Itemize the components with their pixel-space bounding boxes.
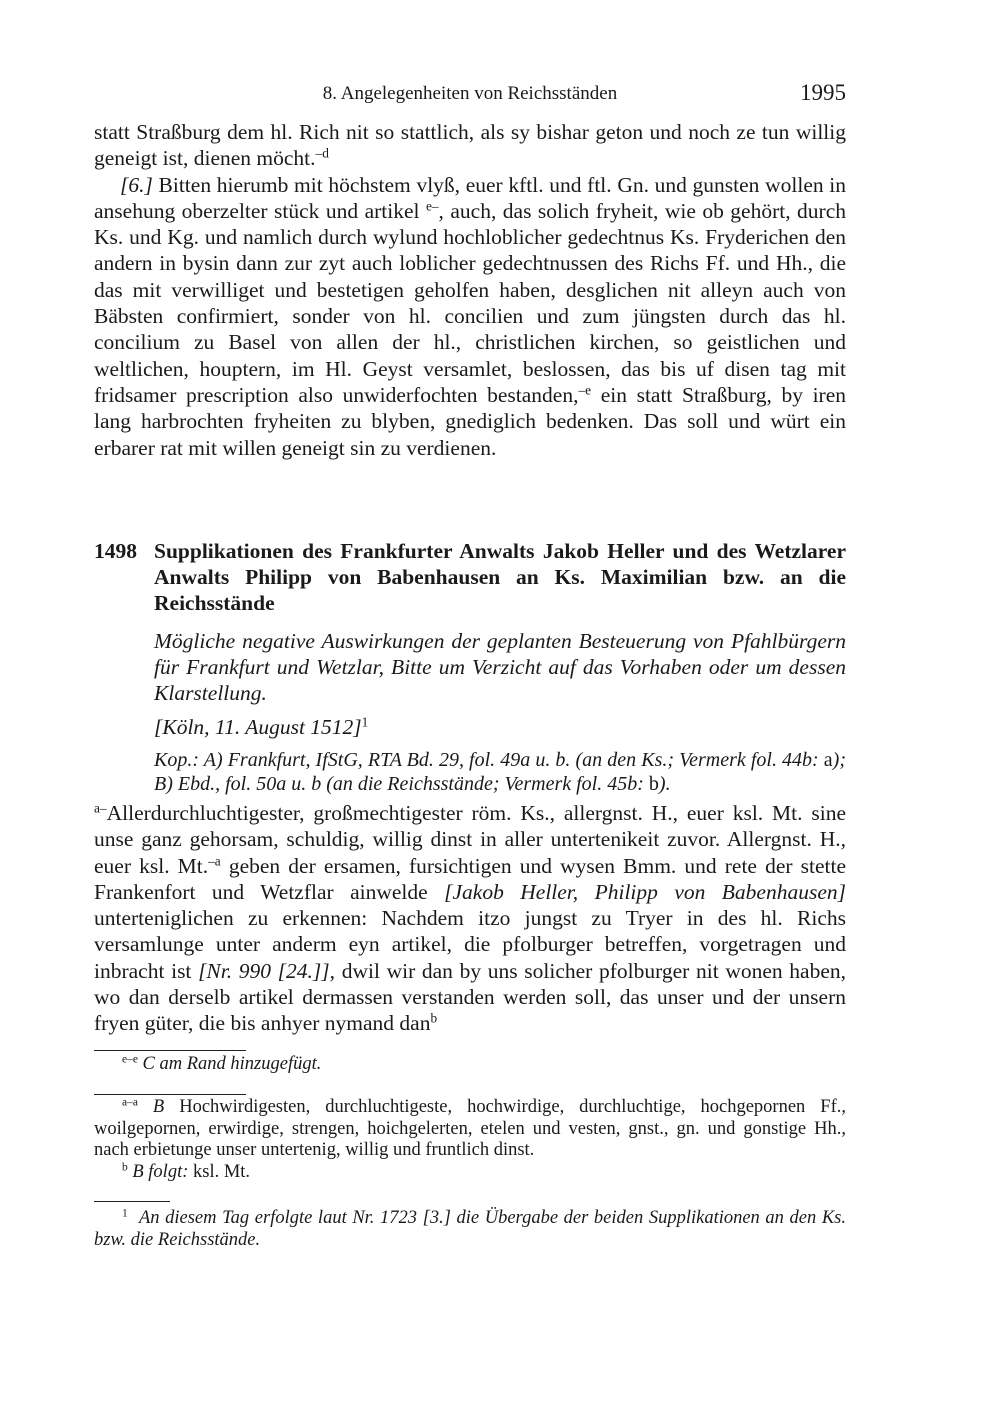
- document-entry: [94, 538, 846, 796]
- entry-title: Supplikationen des Frankfurter Anwalts Jakob Heller und des Wetzlarer Anwalts Philipp von Babenhausen an Ks. Maximilian bzw. an die Reichsstände: [154, 539, 846, 615]
- critical-mark: a–: [94, 800, 107, 816]
- critical-mark: –d: [315, 145, 329, 161]
- paragraph-continuation: statt Straßburg dem hl. Rich nit so stattlich, als sy bishar geton und noch ze tun willig geneigt ist, dienen möcht.$^{-d}$: [94, 120, 846, 171]
- entry-sources: Kop.: A) Frankfurt, IfStG, RTA Bd. 29, fol. 49a u. b. (an den Ks.; Vermerk fol. 44b: a); B) Ebd., fol. 50a u. b (an die Reichsstände; Vermerk fol. 45b: b).: [154, 749, 846, 795]
- critical-mark: e–: [425, 198, 439, 214]
- footnote-rule: [94, 1201, 170, 1202]
- footnote-block-1: [94, 1208, 846, 1251]
- footnote-b: $^b$ B folgt: ksl. Mt.: [122, 1161, 251, 1182]
- footnote-block-a: [94, 1097, 846, 1183]
- footnote-rule: [94, 1050, 246, 1051]
- footnote-block-e: [94, 1054, 846, 1076]
- footnote-rule: [94, 1094, 246, 1095]
- editorial-reference: [Nr. 990 [24.]]: [198, 958, 330, 983]
- footnote-ref: 1: [361, 714, 369, 730]
- entry-number: 1498: [94, 539, 137, 563]
- running-header: [94, 80, 846, 108]
- document-text: [94, 800, 846, 1037]
- footnote-ee: $^{e-e}$ C am Rand hinzugefügt.: [122, 1053, 322, 1074]
- footnote-1: $^1$ An diesem Tag erfolgte laut Nr. 1723 [3.] die Übergabe der beiden Supplikationen an den Ks. bzw. die Reichsstände.: [94, 1207, 847, 1250]
- editorial-insert: [Jakob Heller, Philipp von Babenhausen]: [444, 879, 846, 904]
- entry-summary: Mögliche negative Auswirkungen der geplanten Besteuerung von Pfahlbürgern für Frankfurt und Wetzlar, Bitte um Verzicht auf das Vorhaben oder um dessen Klarstellung.: [154, 629, 846, 705]
- critical-mark: –a: [208, 853, 221, 869]
- section-label: [6.]: [120, 172, 153, 197]
- entry-heading: [94, 538, 846, 616]
- critical-mark: –e: [578, 382, 592, 398]
- running-title: 8. Angelegenheiten von Reichsständen: [322, 83, 618, 104]
- paragraph-6: [6.] Bitten hierumb mit höchstem vlyß, euer kftl. und ftl. Gn. und gunsten wollen in ansehung oberzelter stück und artikel $^{e-}$, auch, das solich fryheit, wie ob gehört, durch Ks. und Kg. und namlich durch wylund hochloblicher gedechtnus Ks. Fryderichen den andern in bysin dann zur zyt auch loblicher gedechtnussen des Richs Ff. und Hh., die das mit verwilliget und bestetigen geholfen haben, desglichen nit alleyn auch von Bäbsten confirmiert, sonder von hl. concilien und zum jüngsten durch das hl. concilium zu Basel von allen der hl., christlichen kirchen, so geistlichen und weltlichen, houptern, im Hl. Geyst versamlet, beslossen, das bis uf disen tag mit fridsamer prescription also unwiderfochten bestanden,$^{-e}$ ein statt Straßburg, by iren lang harbrochten fryheiten zu blyben, gnediglich bedenken. Das soll und würt ein erbarer rat mit willen geneigt sin zu verdienen.: [94, 172, 846, 460]
- entry-date: [Köln, 11. August 1512]$^1$: [154, 714, 369, 739]
- footnote-aa: $^{a-a}$ B Hochwirdigesten, durchluchtigeste, hochwirdige, durchluchtige, hochgepornen Ff., woilgepornen, erwirdige, strengen, hoichgelerten, etelen und vesten, gnst., gn. und gonstige Hh., nach erbietunge unser untertenig, willig und fruntlich dinst.: [94, 1096, 846, 1160]
- main-text-top: [94, 119, 846, 461]
- page-number: 1995: [800, 80, 846, 105]
- document-paragraph: $^{a-}$Allerdurchluchtigester, großmechtigester röm. Ks., allergnst. H., euer ksl. Mt. sine unse ganz gehorsam, schuldig, willig dinst in aller untertenikeit zuvor. Allergnst. H., euer ksl. Mt.$^{-a}$ geben der ersamen, fursichtigen und wysen Bmm. und rete der stette Frankenfort und Wetzflar ainwelde [Jakob Heller, Philipp von Babenhausen] unterteniglichen zu erkennen: Nachdem itzo jungst zu Tryer in des hl. Richs versamlunge unter anderm eyn artikel, die pfolburger betreffen, vorgetragen und inbracht ist [Nr. 990 [24.]], dwil wir dan by uns solicher pfolburger nit wonen haben, wo dan derselb artikel dermassen verstanden werden soll, das unser und der unsern fryen güter, die bis anhyer nymand dan$^b$: [94, 800, 846, 1036]
- critical-mark: b: [430, 1011, 438, 1027]
